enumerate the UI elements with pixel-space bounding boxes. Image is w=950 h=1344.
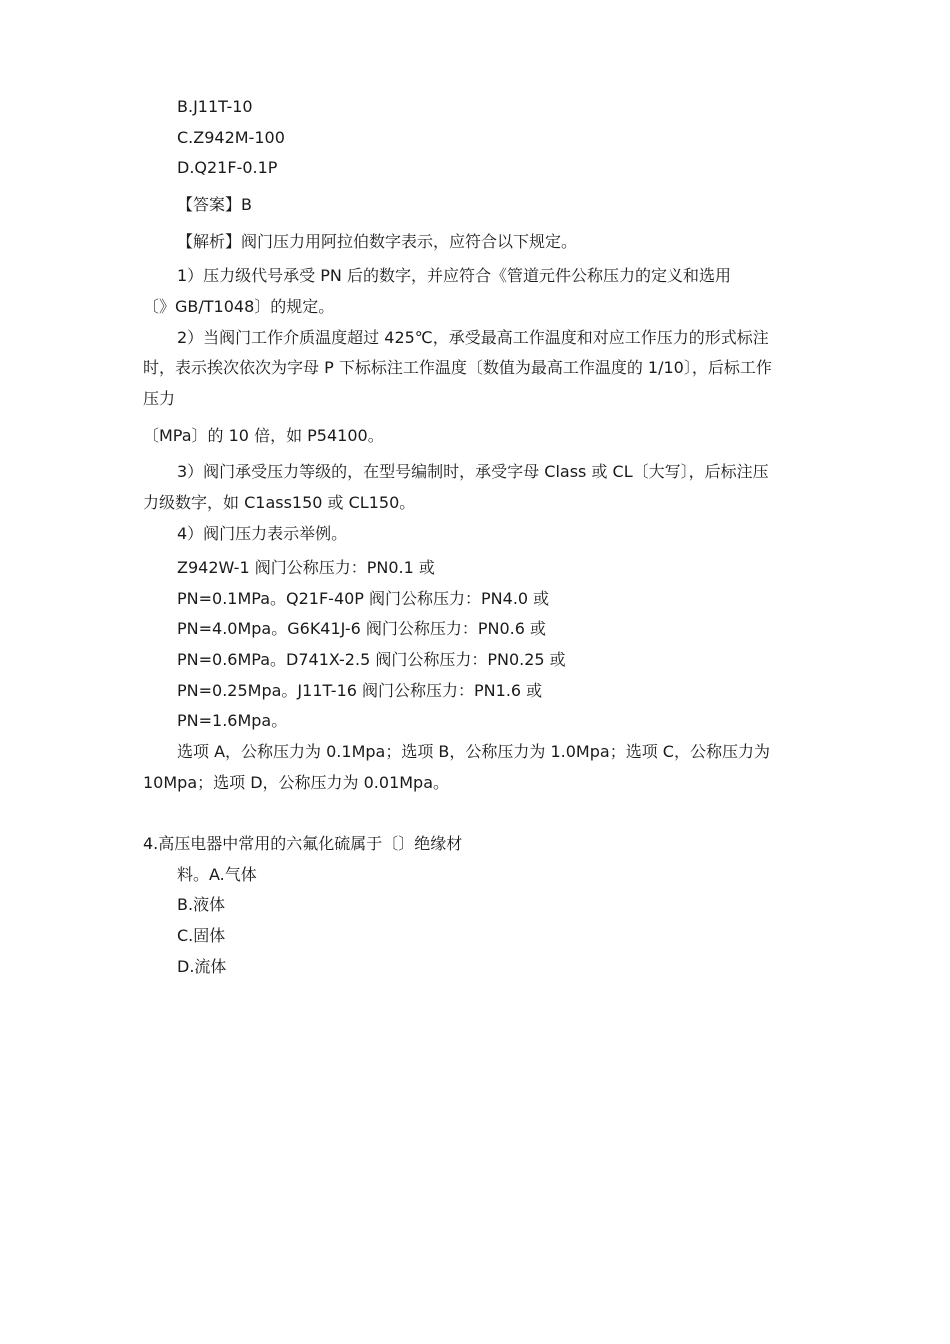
analysis-point-4: 4）阀门压力表示举例。 — [177, 524, 348, 543]
options-summary: 选项 A，公称压力为 0.1Mpa；选项 B，公称压力为 1.0Mpa；选项 C，公称压力为 — [177, 742, 770, 761]
question-4-option-c: C.固体 — [177, 926, 226, 945]
analysis-point-2-cont2: 压力 — [143, 389, 176, 408]
analysis-point-1-cont: 〔》GB/T1048〕的规定。 — [143, 297, 335, 316]
option-d-prev: D.Q21F-0.1P — [177, 158, 278, 177]
example-line-1: Z942W-1 阀门公称压力：PN0.1 或 — [177, 558, 435, 577]
analysis-point-1: 1）压力级代号承受 PN 后的数字，并应符合《管道元件公称压力的定义和选用 — [177, 266, 731, 285]
analysis-point-3-cont: 力级数字，如 C1ass150 或 CL150。 — [143, 493, 416, 512]
option-c-prev: C.Z942M-100 — [177, 128, 285, 147]
analysis-point-2-cont3: 〔MPa〕的 10 倍，如 P54100。 — [143, 426, 384, 445]
example-line-3: PN=4.0Mpa。G6K41J-6 阀门公称压力：PN0.6 或 — [177, 619, 547, 638]
question-4: 4.高压电器中常用的六氟化硫属于〔〕绝缘材 — [143, 834, 463, 853]
question-4-option-a: 料。A.气体 — [177, 865, 257, 884]
analysis-point-3: 3）阀门承受压力等级的，在型号编制时，承受字母 Class 或 CL〔大写〕，后标注压 — [177, 462, 769, 481]
analysis-heading: 【解析】阀门压力用阿拉伯数字表示，应符合以下规定。 — [177, 232, 578, 251]
analysis-point-2: 2）当阀门工作介质温度超过 425℃，承受最高工作温度和对应工作压力的形式标注 — [177, 328, 769, 347]
example-line-5: PN=0.25Mpa。J11T-16 阀门公称压力：PN1.6 或 — [177, 681, 543, 700]
question-4-option-d: D.流体 — [177, 957, 227, 976]
question-4-option-b: B.液体 — [177, 895, 226, 914]
example-line-6: PN=1.6Mpa。 — [177, 711, 288, 730]
answer-line: 【答案】B — [177, 195, 252, 214]
example-line-4: PN=0.6MPa。D741X-2.5 阀门公称压力：PN0.25 或 — [177, 650, 566, 669]
example-line-2: PN=0.1MPa。Q21F-40P 阀门公称压力：PN4.0 或 — [177, 589, 550, 608]
analysis-point-2-cont: 时，表示挨次依次为字母 P 下标标注工作温度〔数值为最高工作温度的 1/10〕，后标工作 — [143, 358, 772, 377]
options-summary-cont: 10Mpa；选项 D，公称压力为 0.01Mpa。 — [143, 773, 450, 792]
option-b-prev: B.J11T-10 — [177, 97, 253, 116]
